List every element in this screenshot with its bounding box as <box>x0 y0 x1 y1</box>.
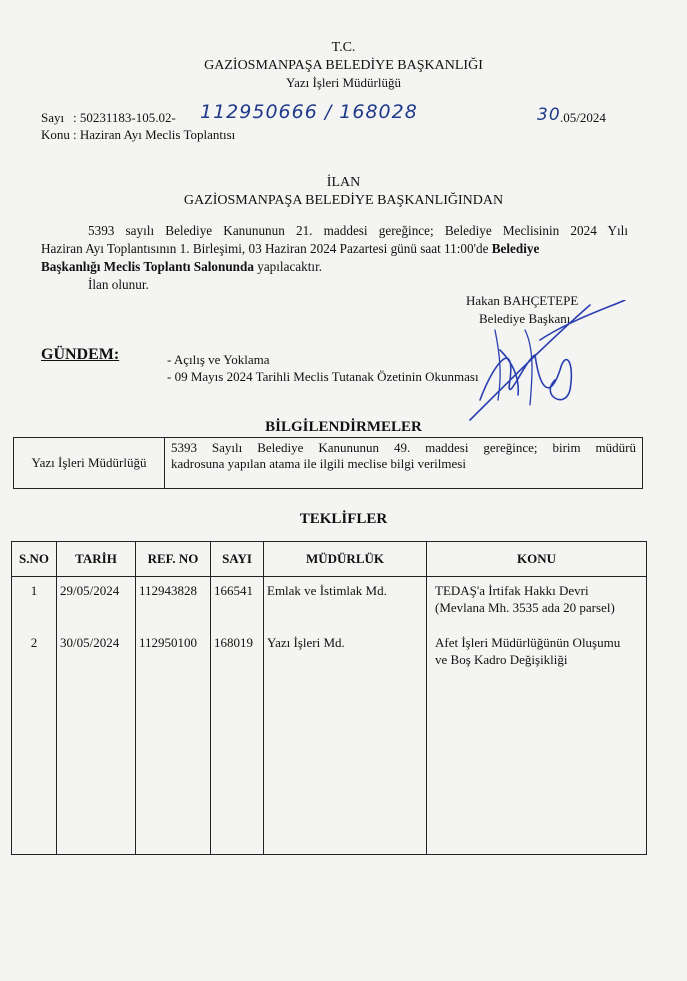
row2-sno: 2 <box>12 629 57 855</box>
briefings-text <box>165 438 643 489</box>
header-department: Yazı İşleri Müdürlüğü <box>286 75 401 90</box>
handwritten-signature <box>440 300 630 430</box>
col-sayi: SAYI <box>211 542 264 577</box>
konu-value: : Haziran Ayı Meclis Toplantısı <box>73 127 236 142</box>
col-konu: KONU <box>427 542 647 577</box>
konu-label: Konu <box>41 127 70 142</box>
col-tarih: TARİH <box>57 542 136 577</box>
col-mudurluk: MÜDÜRLÜK <box>264 542 427 577</box>
agenda-item-2: - 09 Mayıs 2024 Tarihli Meclis Tutanak Özetinin Okunması <box>167 369 479 384</box>
row1-ref: 112943828 <box>136 577 211 629</box>
proposals-table <box>11 541 647 855</box>
ilan-p3-text: yapılacaktır. <box>253 259 323 274</box>
table-row <box>12 577 647 629</box>
table-header-row <box>12 542 647 577</box>
row1-konu <box>427 577 647 629</box>
ilan-closing: İlan olunur. <box>88 277 149 292</box>
briefings-text-line2: kadrosuna yapılan atama ile ilgili meclise bilgi verilmesi <box>171 456 466 471</box>
ilan-subtitle: GAZİOSMANPAŞA BELEDİYE BAŞKANLIĞINDAN <box>183 193 504 208</box>
row1-sno: 1 <box>12 577 57 629</box>
signatory-title: Belediye Başkanı <box>479 311 571 326</box>
row2-mudurluk: Yazı İşleri Md. <box>264 629 427 855</box>
header-institution: GAZİOSMANPAŞA BELEDİYE BAŞKANLIĞI <box>204 58 483 73</box>
ilan-p2-bold: Belediye <box>491 241 540 256</box>
ilan-paragraph-line2 <box>41 240 628 257</box>
row2-tarih: 30/05/2024 <box>57 629 136 855</box>
row2-konu <box>427 629 647 855</box>
ilan-title: İLAN <box>326 175 361 190</box>
briefings-text-line1: 5393 Sayılı Belediye Kanununun 49. maddesi gereğince; birim müdürü <box>171 440 636 455</box>
header-tc: T.C. <box>331 40 356 55</box>
row1-konu-line1: TEDAŞ'a İrtifak Hakkı Devri <box>435 583 589 598</box>
date-rest: .05/2024 <box>560 110 606 125</box>
briefings-dept: Yazı İşleri Müdürlüğü <box>14 438 165 489</box>
ilan-paragraph-line1: 5393 sayılı Belediye Kanununun 21. maddesi gereğince; Belediye Meclisinin 2024 Yılı <box>88 223 628 238</box>
ilan-paragraph-line3 <box>41 258 322 275</box>
row1-mudurluk: Emlak ve İstimlak Md. <box>264 577 427 629</box>
briefings-table <box>13 437 643 489</box>
sayi-label: Sayı <box>41 110 65 125</box>
signatory-name: Hakan BAHÇETEPE <box>466 293 579 308</box>
row1-sayi: 166541 <box>211 577 264 629</box>
row2-sayi: 168019 <box>211 629 264 855</box>
ilan-p2-text: Haziran Ayı Toplantısının 1. Birleşimi, 03 Haziran 2024 Pazartesi günü saat 11:00'de <box>41 241 489 256</box>
proposals-title: TEKLİFLER <box>299 511 388 527</box>
col-sno: S.NO <box>12 542 57 577</box>
sayi-handwritten: 112950666 / 168028 <box>200 101 418 123</box>
ilan-p3-bold: Başkanlığı Meclis Toplantı Salonunda <box>41 259 254 274</box>
agenda-label: GÜNDEM: <box>41 346 120 363</box>
briefings-title: BİLGİLENDİRMELER <box>265 419 422 435</box>
col-refno: REF. NO <box>136 542 211 577</box>
table-row <box>12 629 647 855</box>
row2-konu-line2: ve Boş Kadro Değişikliği <box>435 651 568 667</box>
agenda-item-1: - Açılış ve Yoklama <box>167 352 270 367</box>
row2-konu-line1: Afet İşleri Müdürlüğünün Oluşumu <box>435 634 621 650</box>
row1-tarih: 29/05/2024 <box>57 577 136 629</box>
row1-konu-line2: (Mevlana Mh. 3535 ada 20 parsel) <box>435 600 615 615</box>
date-handwritten: 30 <box>537 105 561 125</box>
row2-ref: 112950100 <box>136 629 211 855</box>
sayi-value: : 50231183-105.02- <box>73 110 176 125</box>
